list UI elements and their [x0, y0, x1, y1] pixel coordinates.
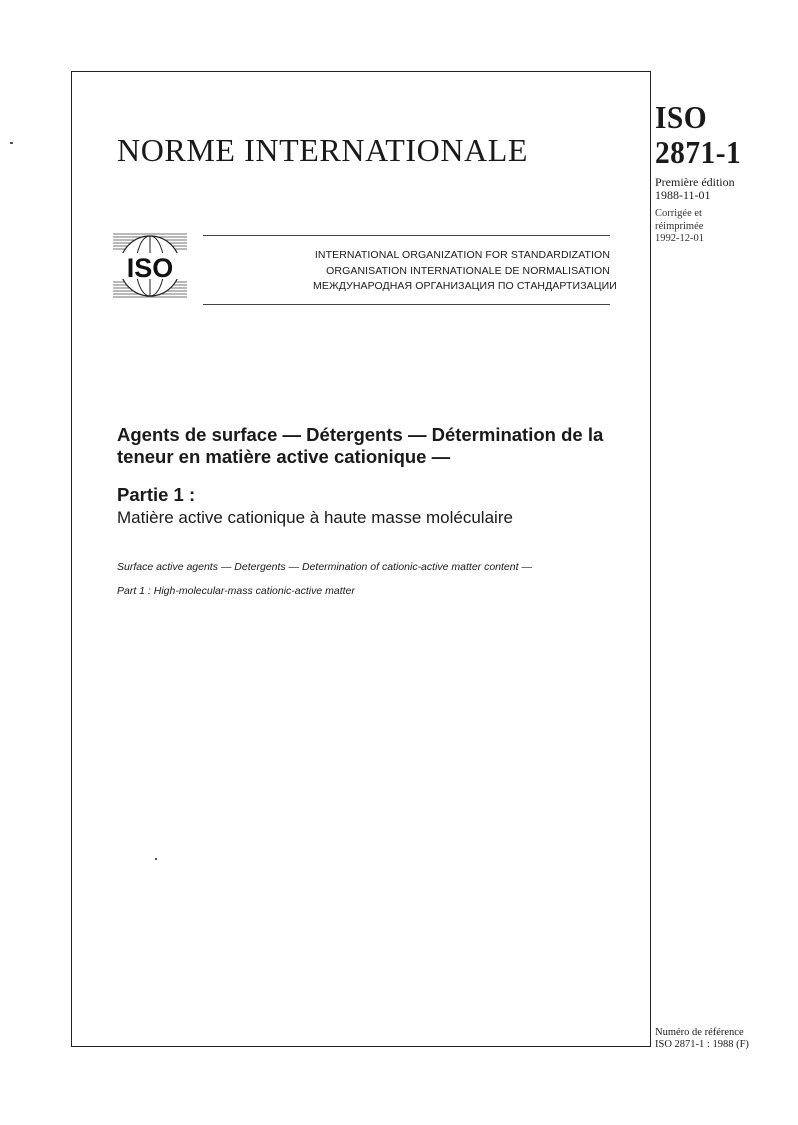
org-name-english: INTERNATIONAL ORGANIZATION FOR STANDARDIZATION [314, 249, 610, 261]
english-document-title: Surface active agents — Detergents — Determination of cationic-active matter content — [117, 561, 532, 573]
reference-block [655, 1027, 795, 1051]
page-frame [71, 71, 651, 1047]
standard-label: ISO [655, 99, 708, 135]
part-subtitle: Matière active cationique à haute masse moléculaire [117, 508, 513, 527]
document-type-heading: NORME INTERNATIONALE [117, 132, 529, 168]
standard-sidebar [655, 100, 790, 246]
header-rule-top [203, 235, 610, 236]
scan-artifact [10, 142, 13, 144]
reprinted-label: réimprimée [655, 220, 704, 232]
standard-number: 2871-1 [655, 134, 742, 170]
iso-logo [113, 231, 187, 300]
corrected-date: 1992-12-01 [655, 233, 704, 244]
french-document-title: Agents de surface — Détergents — Détermination de la teneur en matière active cationique — [117, 424, 604, 467]
reference-number: ISO 2871-1 : 1988 (F) [655, 1039, 749, 1050]
part-label: Partie 1 : [117, 484, 196, 505]
org-name-french: ORGANISATION INTERNATIONALE DE NORMALISATION [326, 264, 610, 277]
reference-label: Numéro de référence [655, 1027, 744, 1038]
edition-date: 1988-11-01 [655, 188, 711, 202]
corrected-label: Corrigée et [655, 208, 702, 219]
header-rule-bottom [203, 304, 610, 305]
org-name-russian: МЕЖДУНАРОДНАЯ ОРГАНИЗАЦИЯ ПО СТАНДАРТИЗАЦИИ [313, 280, 617, 292]
edition-label: Première édition [655, 175, 735, 189]
english-part-title: Part 1 : High-molecular-mass cationic-active matter [117, 585, 355, 597]
iso-logo-lettering: ISO [126, 253, 174, 283]
organization-names [313, 248, 617, 295]
